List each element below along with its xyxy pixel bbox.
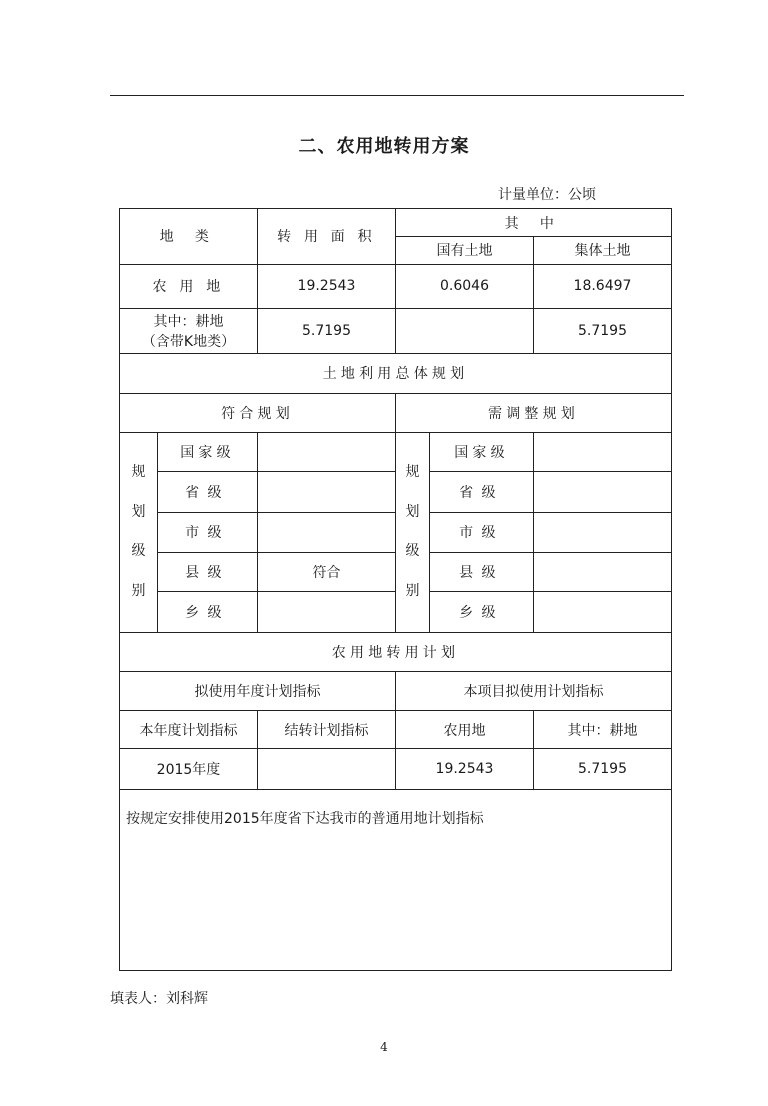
land-type-header: 地 类 — [120, 209, 258, 265]
level-char: 规 — [405, 464, 420, 481]
arable-label-line2: （含带K地类） — [141, 333, 236, 350]
adjust-level-township: 乡级 — [430, 592, 534, 632]
adjust-level-national: 国家级 — [430, 432, 534, 471]
planned-index-header: 拟使用年度计划指标 — [120, 672, 396, 710]
arable-land-state — [396, 309, 534, 354]
level-county: 县级 — [158, 552, 258, 591]
area-header: 转 用 面 积 — [258, 209, 396, 265]
conversion-section-title: 农用地转用计划 — [120, 632, 672, 671]
of-which-header: 其 中 — [396, 209, 672, 237]
level-char: 级 — [131, 543, 146, 560]
collective-land-header: 集体土地 — [534, 237, 672, 264]
compliant-county: 符合 — [258, 552, 396, 591]
plan-section-title: 土地利用总体规划 — [120, 353, 672, 393]
compliant-header: 符合规划 — [120, 394, 396, 432]
level-label-right — [396, 432, 430, 632]
arable-value: 5.7195 — [534, 749, 672, 789]
adjust-national — [534, 432, 672, 471]
adjust-level-city: 市级 — [430, 512, 534, 552]
adjust-city — [534, 512, 672, 552]
page-number: 4 — [380, 1040, 388, 1054]
compliant-province — [258, 472, 396, 512]
adjust-level-province: 省级 — [430, 472, 534, 512]
agri-land-area: 19.2543 — [258, 264, 396, 309]
level-province: 省级 — [158, 472, 258, 512]
agri-header: 农用地 — [396, 710, 534, 748]
project-index-header: 本项目拟使用计划指标 — [396, 672, 672, 710]
adjust-county — [534, 552, 672, 591]
state-land-header: 国有土地 — [396, 237, 534, 264]
level-label-left — [120, 432, 158, 632]
compliant-township — [258, 592, 396, 632]
level-national: 国家级 — [158, 432, 258, 471]
level-char: 别 — [405, 582, 420, 599]
adjust-header: 需调整规划 — [396, 394, 672, 432]
top-rule — [110, 95, 684, 96]
adjust-township — [534, 592, 672, 632]
page-title: 二、农用地转用方案 — [298, 136, 470, 157]
level-township: 乡级 — [158, 592, 258, 632]
remarks-note: 按规定安排使用2015年度省下达我市的普通用地计划指标 — [120, 789, 672, 970]
land-conversion-table — [119, 208, 672, 971]
level-city: 市级 — [158, 512, 258, 552]
compliant-national — [258, 432, 396, 471]
carryover-value — [258, 749, 396, 789]
current-year-header: 本年度计划指标 — [120, 710, 258, 748]
level-char: 划 — [131, 503, 146, 520]
arable-land-collective: 5.7195 — [534, 309, 672, 354]
agri-value: 19.2543 — [396, 749, 534, 789]
arable-label-line1: 其中：耕地 — [153, 313, 224, 330]
arable-header: 其中：耕地 — [534, 710, 672, 748]
level-char: 级 — [405, 543, 420, 560]
agri-land-label: 农 用 地 — [120, 264, 258, 309]
arable-land-area: 5.7195 — [258, 309, 396, 354]
year-value: 2015年度 — [120, 749, 258, 789]
measurement-unit: 计量单位：公顷 — [498, 187, 596, 203]
arable-land-label — [120, 309, 258, 354]
filler-name: 填表人：刘科辉 — [110, 991, 208, 1007]
agri-land-collective: 18.6497 — [534, 264, 672, 309]
agri-land-state: 0.6046 — [396, 264, 534, 309]
compliant-city — [258, 512, 396, 552]
adjust-level-county: 县级 — [430, 552, 534, 591]
level-char: 划 — [405, 503, 420, 520]
carryover-header: 结转计划指标 — [258, 710, 396, 748]
level-char: 别 — [131, 582, 146, 599]
level-char: 规 — [131, 464, 146, 481]
adjust-province — [534, 472, 672, 512]
